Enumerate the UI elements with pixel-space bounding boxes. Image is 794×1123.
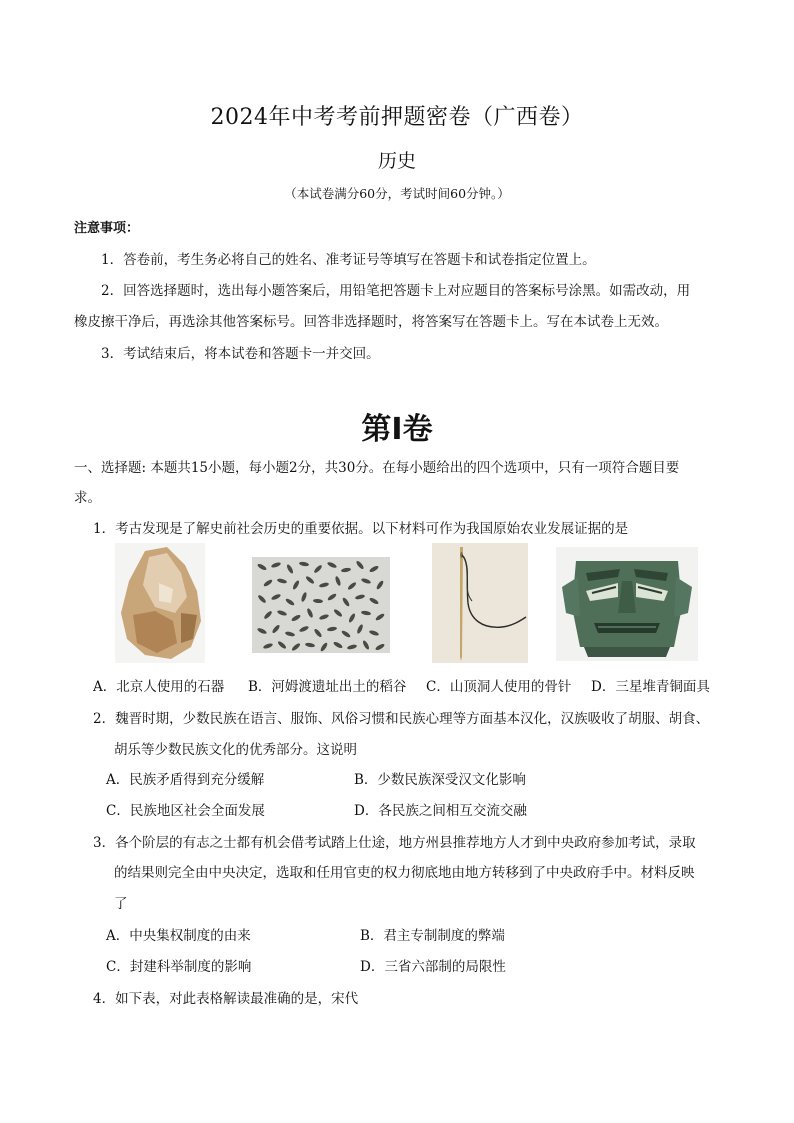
- attention-item-1: 1．答卷前，考生务必将自己的姓名、准考证号等填写在答题卡和试卷指定位置上。: [101, 252, 596, 268]
- bronze-mask-image: [556, 547, 698, 661]
- q1-option-a: A．北京人使用的石器: [93, 679, 225, 695]
- q4-stem: 4．如下表，对此表格解读最准确的是，宋代: [93, 991, 359, 1007]
- q2-option-b: B．少数民族深受汉文化影响: [354, 772, 526, 788]
- attention-heading: 注意事项：: [74, 221, 140, 236]
- q3-stem-line-2: 的结果则完全由中央决定，选取和任用官吏的权力彻底地由地方转移到了中央政府手中。材料反映: [114, 865, 695, 881]
- stone-tool-image: [115, 543, 205, 663]
- q1-option-c: C．山顶洞人使用的骨针: [426, 679, 572, 695]
- q2-option-d: D．各民族之间相互交流交融: [354, 803, 527, 819]
- q3-stem-line-1: 3．各个阶层的有志之士都有机会借考试踏上仕途，地方州县推荐地方人才到中央政府参加考试，录取: [93, 835, 696, 851]
- exam-title: 2024年中考考前押题密卷（广西卷）: [210, 105, 584, 130]
- q1-option-d: D．三星堆青铜面具: [591, 679, 710, 695]
- q2-option-c: C．民族地区社会全面发展: [106, 803, 265, 819]
- q3-option-b: B．君主专制制度的弊端: [360, 928, 505, 944]
- q2-stem-line-1: 2．魏晋时期，少数民族在语言、服饰、风俗习惯和民族心理等方面基本汉化，汉族吸收了胡服、胡食、: [93, 711, 710, 727]
- q3-stem-line-3: 了: [114, 896, 128, 912]
- exam-note: （本试卷满分60分，考试时间60分钟。）: [284, 186, 510, 201]
- q2-stem-line-2: 胡乐等少数民族文化的优秀部分。这说明: [114, 742, 357, 758]
- attention-item-3: 3．考试结束后，将本试卷和答题卡一并交回。: [101, 346, 380, 362]
- q1-option-b: B．河姆渡遗址出土的稻谷: [248, 679, 407, 695]
- attention-item-2-line-1: 2．回答选择题时，选出每小题答案后，用铅笔把答题卡上对应题目的答案标号涂黑。如需改动，用: [101, 283, 691, 299]
- section-instruction-line-2: 求。: [74, 490, 101, 506]
- q3-option-c: C．封建科举制度的影响: [106, 959, 252, 975]
- q1-stem: 1．考古发现是了解史前社会历史的重要依据。以下材料可作为我国原始农业发展证据的是: [93, 521, 629, 537]
- exam-subject: 历史: [377, 150, 416, 172]
- q2-option-a: A．民族矛盾得到充分缓解: [106, 772, 265, 788]
- q3-option-d: D．三省六部制的局限性: [360, 959, 506, 975]
- attention-item-2-line-2: 橡皮擦干净后，再选涂其他答案标号。回答非选择题时，将答案写在答题卡上。写在本试卷上无效。: [74, 314, 668, 330]
- volume-heading: 第I卷: [361, 412, 433, 447]
- bone-needle-image: [432, 543, 528, 663]
- rice-grains-image: [252, 557, 390, 653]
- q3-option-a: A．中央集权制度的由来: [106, 928, 251, 944]
- section-instruction-line-1: 一、选择题: 本题共15小题，每小题2分，共30分。在每小题给出的四个选项中，只有一项符合题目要: [74, 460, 680, 476]
